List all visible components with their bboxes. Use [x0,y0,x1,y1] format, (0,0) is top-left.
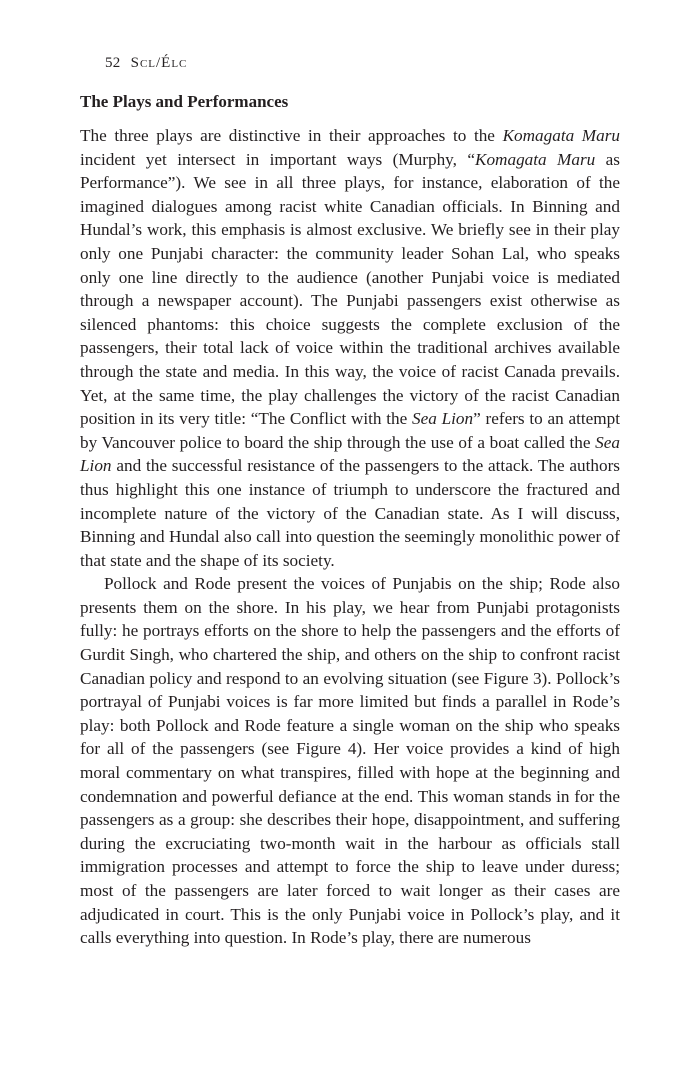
italic-text-segment: Komagata Maru [475,149,596,169]
text-segment: as Performance”). We see in all three plays, for instance, elaboration of the imagined dialogues among racist white Canadian officials. In Binning and Hundal’s work, this emphasis is almost exclusive. We briefly see in their play only one Punjabi character: the community leader Sohan Lal, who speaks only one line directly to the audience (another Punjabi voice is mediated through a newspaper account). The Punjabi passengers exist otherwise as silenced phantoms: this choice suggests the complete exclusion of the passengers, their total lack of voice within the traditional archives available through the state and media. In this way, the voice of racist Canada prevails. Yet, at the same time, the play challenges the victory of the racist Canadian position in its very title: “The Conflict with the [80,149,620,429]
italic-text-segment: Komagata Maru [502,126,620,145]
text-segment: and the successful resistance of the passengers to the attack. The authors thus highlight this one instance of triumph to underscore the fractured and incomplete nature of the victory of the Canadian state. As I will discuss, Binning and Hundal also call into question the seemingly monolithic power of that state and the shape of its society. [80,456,620,570]
italic-text-segment: Sea Lion [412,409,474,429]
italic-text-segment: Sea Lion [80,432,620,476]
text-segment: The three plays are distinctive in their approaches to the [80,126,503,145]
text-segment: ” refers to an attempt by Vancouver police to board the ship through the use of a boat called the [80,409,620,452]
body-text [80,124,620,950]
paragraph-2 [80,572,620,950]
journal-title: Scl/Élc [130,55,188,71]
paragraph-1 [80,124,620,572]
section-heading: The Plays and Performances [80,92,289,111]
text-segment: Pollock and Rode present the voices of Punjabis on the ship; Rode also presents them on the shore. In his play, we hear from Punjabi protagonists fully: he portrays efforts on the shore to help the passengers and the efforts of Gurdit Singh, who chartered the ship, and others on the ship to confront racist Canadian policy and respond to an evolving situation (see Figure 3). Pollock’s portrayal of Punjabi voices is far more limited but finds a parallel in Rode’s play: both Pollock and Rode feature a single woman on the ship who speaks for all of the passengers (see Figure 4). Her voice provides a kind of high moral commentary on what transpires, filled with hope at the beginning and condemnation and powerful defiance at the end. This woman stands in for the passengers as a group: she describes their hope, disappointment, and suffering during the excruciating two-month wait in the harbour as officials stall immigration processes and attempt to force the ship to leave under duress; most of the passengers are later forced to wait longer as their cases are adjudicated in court. This is the only Punjabi voice in Pollock’s play, and it calls everything into question. In Rode’s play, there are numerous [80,574,620,948]
running-head [105,55,187,72]
page-number: 52 [105,55,121,71]
text-segment: incident yet intersect in important ways (Murphy, “ [80,149,475,169]
